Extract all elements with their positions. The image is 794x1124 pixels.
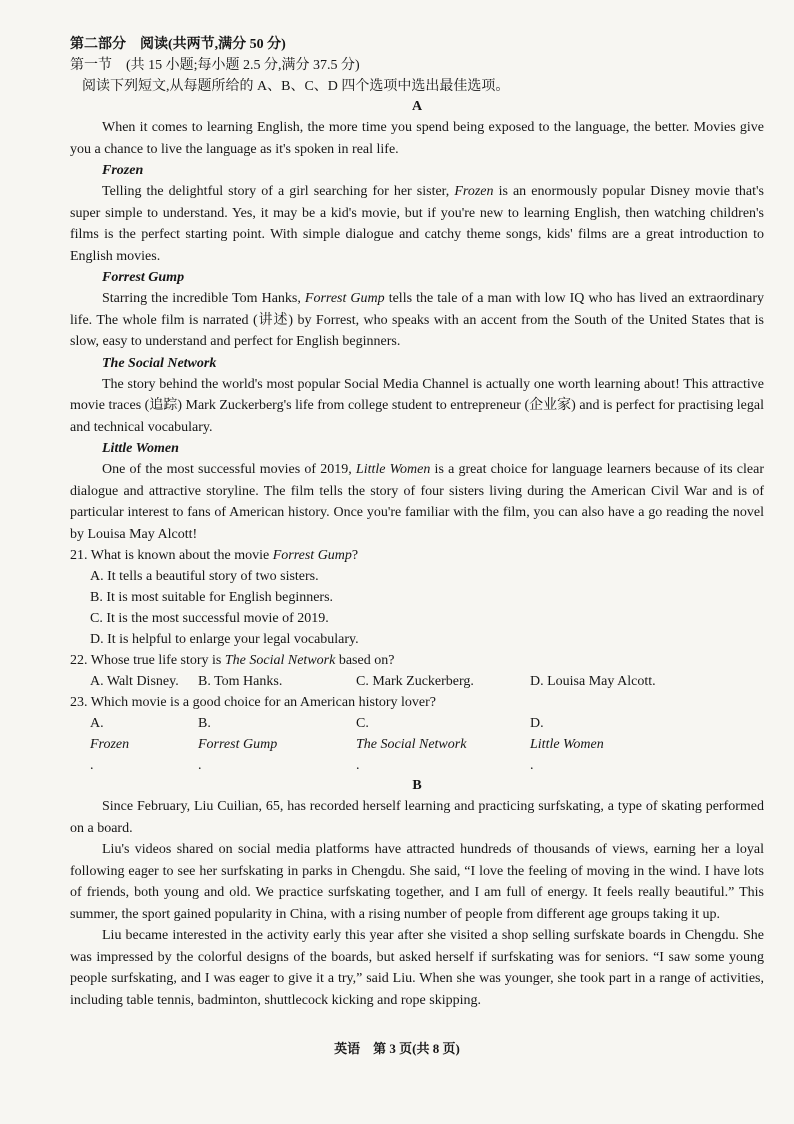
instructions: 阅读下列短文,从每题所给的 A、B、C、D 四个选项中选出最佳选项。 (82, 79, 510, 94)
q23-option-a[interactable]: A. Frozen . (90, 716, 130, 773)
movie-paragraph-forrest-gump: Starring the incredible Tom Hanks, Forrest Gump tells the tale of a man with low IQ who has lived an extraordinary life. The whole film is narrated (讲述) by Forrest, who speaks with an accent from the South of the United States that is slow, easy to understand and perfect for English beginners. (70, 291, 764, 349)
q21-option-b[interactable]: B. It is most suitable for English beginners. (90, 590, 334, 605)
question-23: 23. Which movie is a good choice for an American history lover? (70, 695, 436, 710)
passage-a-label: A (411, 99, 423, 114)
section-heading: 第一节 (共 15 小题;每小题 2.5 分,满分 37.5 分) (70, 58, 360, 73)
page-footer: 英语 第 3 页(共 8 页) (334, 1041, 460, 1056)
q23-option-b[interactable]: B. Forrest Gump . (198, 716, 278, 773)
q22-option-b[interactable]: B. Tom Hanks. (198, 674, 283, 689)
movie-title-frozen: Frozen (102, 163, 144, 178)
q21-option-a[interactable]: A. It tells a beautiful story of two sisters. (90, 569, 319, 584)
movie-title-little-women: Little Women (102, 441, 179, 456)
movie-title-social-network: The Social Network (102, 355, 217, 371)
q22-option-d[interactable]: D. Louisa May Alcott. (530, 674, 656, 689)
passage-b-paragraph: Liu's videos shared on social media platforms have attracted hundreds of thousands of views, earning her a loyal following eager to see her surfskating in parks in Chengdu. She said, “I love the feeling of moving in the wind. I have lots of friends, both young and old. We practice surfskating together, and I am full of energy. It feels really beautiful.” This summer, the sport gained popularity in China, with a rising number of people from different age groups taking it up. (70, 842, 764, 922)
q23-options (70, 713, 764, 776)
movie-paragraph-little-women: One of the most successful movies of 2019, Little Women is a great choice for language learners because of its clear dialogue and attractive storyline. The film tells the story of four sisters living during the American Civil War and is of particular interest to fans of American history. Once you're familiar with the film, you can also have a go reading the novel by Louisa May Alcott! (70, 462, 764, 542)
q21-option-d[interactable]: D. It is helpful to enlarge your legal vocabulary. (90, 632, 359, 647)
passage-b-paragraph: Liu became interested in the activity early this year after she visited a shop selling surfskate boards in Chengdu. She was impressed by the colorful designs of the boards, but asked herself if surfskating was for seniors. “I saw some young people surfskating, and I was eager to give it a try,” said Liu. When she was younger, she took part in a range of activities, including table tennis, badminton, shuttlecock kicking and rope skipping. (70, 928, 764, 1008)
q23-option-d[interactable]: D. Little Women . (530, 716, 604, 773)
q22-options (70, 671, 764, 692)
movie-paragraph-social-network: The story behind the world's most popular Social Media Channel is actually one worth learning about! This attractive movie traces (追踪) Mark Zuckerberg's life from college student to entrepreneur (企业家) and is perfect for practising legal and technical vocabulary. (70, 376, 764, 435)
movie-paragraph-frozen: Telling the delightful story of a girl searching for her sister, Frozen is an enormously popular Disney movie that's super simple to understand. Yes, it may be a kid's movie, but if you're new to learning English, then watching children's films is the perfect starting point. With simple dialogue and catchy theme songs, kids' films are a great introduction to English movies. (70, 184, 764, 264)
passage-a-intro: When it comes to learning English, the more time you spend being exposed to the language, the better. Movies give you a chance to live the language as it's spoken in real life. (70, 120, 764, 157)
q23-option-c[interactable]: C. The Social Network . (356, 716, 467, 773)
part-heading: 第二部分 阅读(共两节,满分 50 分) (70, 37, 286, 52)
passage-b-label: B (412, 778, 422, 793)
question-21: 21. What is known about the movie Forrest Gump? (70, 548, 359, 563)
q21-option-c[interactable]: C. It is the most successful movie of 2019. (90, 611, 329, 626)
q22-option-c[interactable]: C. Mark Zuckerberg. (356, 674, 474, 689)
q22-option-a[interactable]: A. Walt Disney. (90, 674, 179, 689)
passage-b-paragraph: Since February, Liu Cuilian, 65, has recorded herself learning and practicing surfskating, a type of skating performed on a board. (70, 799, 764, 836)
question-22: 22. Whose true life story is The Social Network based on? (70, 653, 395, 668)
movie-title-forrest-gump: Forrest Gump (102, 270, 185, 285)
